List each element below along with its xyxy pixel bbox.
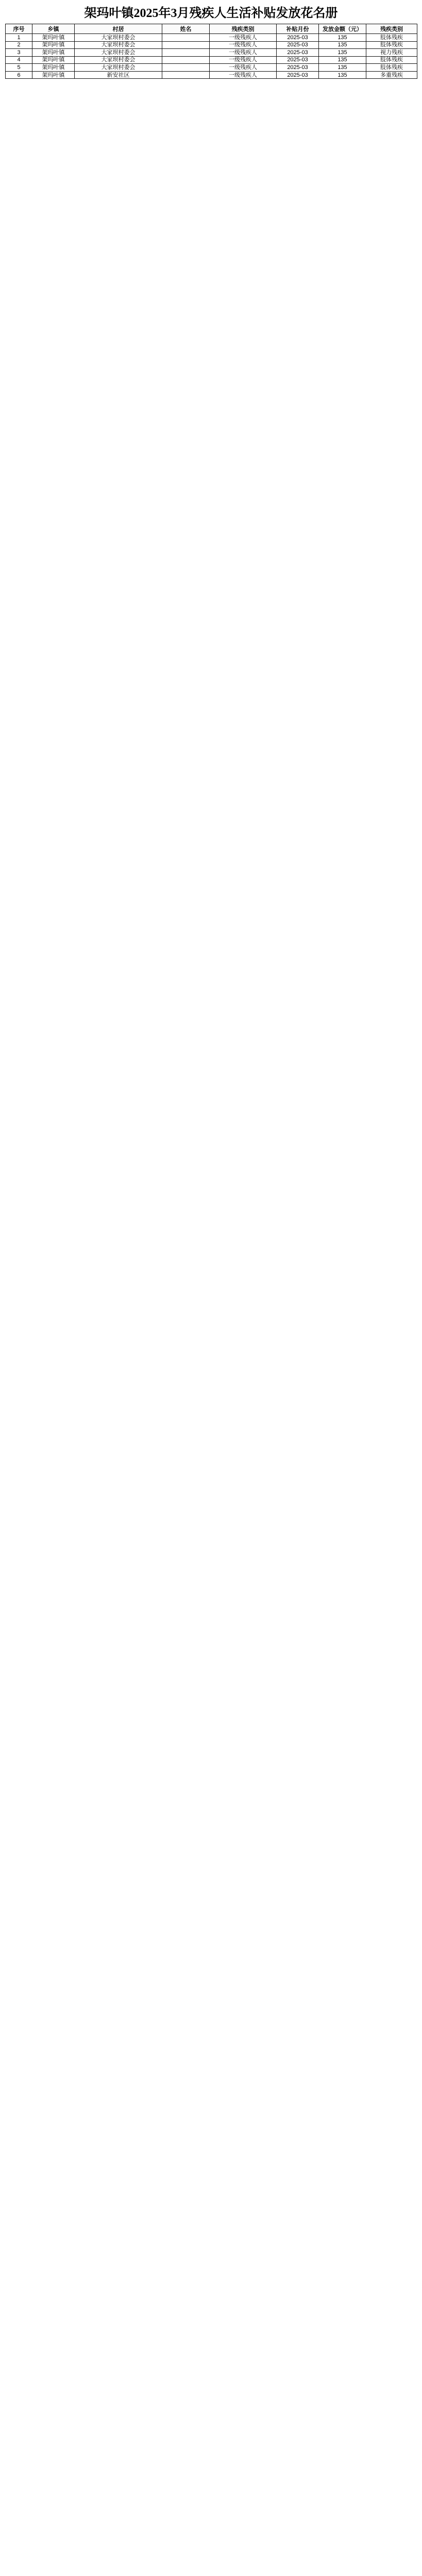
amount-cell: 135 xyxy=(319,34,366,42)
row-index-cell: 3 xyxy=(6,49,32,57)
amount-cell: 135 xyxy=(319,64,366,72)
table-row xyxy=(6,56,417,64)
roster-table xyxy=(5,24,417,79)
village-cell: 大家坝村委会 xyxy=(75,64,162,72)
disability-type-cell: 肢体残疾 xyxy=(366,41,417,49)
month-cell: 2025-03 xyxy=(277,34,319,42)
name-cell xyxy=(162,41,210,49)
village-cell: 大家坝村委会 xyxy=(75,34,162,42)
town-cell: 架玛叶镇 xyxy=(32,56,75,64)
table-row xyxy=(6,49,417,57)
disability-grade-cell: 一级残疾人 xyxy=(210,71,277,79)
amount-cell: 135 xyxy=(319,56,366,64)
town-cell: 架玛叶镇 xyxy=(32,49,75,57)
table-row xyxy=(6,34,417,42)
name-cell xyxy=(162,71,210,79)
table-row xyxy=(6,41,417,49)
table-header-row xyxy=(6,24,417,34)
row-index-cell: 2 xyxy=(6,41,32,49)
disability-grade-cell: 一级残疾人 xyxy=(210,56,277,64)
disability-grade-cell: 一级残疾人 xyxy=(210,64,277,72)
month-cell: 2025-03 xyxy=(277,71,319,79)
disability-grade-cell: 一级残疾人 xyxy=(210,41,277,49)
month-cell: 2025-03 xyxy=(277,56,319,64)
name-cell xyxy=(162,49,210,57)
town-cell: 架玛叶镇 xyxy=(32,71,75,79)
column-header: 残疾类别 xyxy=(366,24,417,34)
village-cell: 大家坝村委会 xyxy=(75,41,162,49)
disability-type-cell: 肢体残疾 xyxy=(366,34,417,42)
town-cell: 架玛叶镇 xyxy=(32,41,75,49)
table-row xyxy=(6,71,417,79)
row-index-cell: 1 xyxy=(6,34,32,42)
row-index-cell: 4 xyxy=(6,56,32,64)
column-header: 补贴月份 xyxy=(277,24,319,34)
name-cell xyxy=(162,34,210,42)
amount-cell: 135 xyxy=(319,71,366,79)
row-index-cell: 5 xyxy=(6,64,32,72)
amount-cell: 135 xyxy=(319,41,366,49)
column-header: 村居 xyxy=(75,24,162,34)
page-title: 架玛叶镇2025年3月残疾人生活补贴发放花名册 xyxy=(84,7,338,20)
village-cell: 大家坝村委会 xyxy=(75,49,162,57)
village-cell: 新安社区 xyxy=(75,71,162,79)
column-header: 乡镇 xyxy=(32,24,75,34)
amount-cell: 135 xyxy=(319,49,366,57)
town-cell: 架玛叶镇 xyxy=(32,34,75,42)
column-header: 姓名 xyxy=(162,24,210,34)
town-cell: 架玛叶镇 xyxy=(32,64,75,72)
column-header: 发放金额（元） xyxy=(319,24,366,34)
column-header: 序号 xyxy=(6,24,32,34)
village-cell: 大家坝村委会 xyxy=(75,56,162,64)
month-cell: 2025-03 xyxy=(277,49,319,57)
disability-grade-cell: 一级残疾人 xyxy=(210,34,277,42)
month-cell: 2025-03 xyxy=(277,41,319,49)
month-cell: 2025-03 xyxy=(277,64,319,72)
disability-type-cell: 肢体残疾 xyxy=(366,56,417,64)
disability-type-cell: 多重残疾 xyxy=(366,71,417,79)
table-row xyxy=(6,64,417,72)
row-index-cell: 6 xyxy=(6,71,32,79)
roster-body xyxy=(6,34,417,79)
column-header: 残疾类别 xyxy=(210,24,277,34)
disability-type-cell: 视力残疾 xyxy=(366,49,417,57)
name-cell xyxy=(162,64,210,72)
disability-type-cell: 肢体残疾 xyxy=(366,64,417,72)
name-cell xyxy=(162,56,210,64)
disability-grade-cell: 一级残疾人 xyxy=(210,49,277,57)
